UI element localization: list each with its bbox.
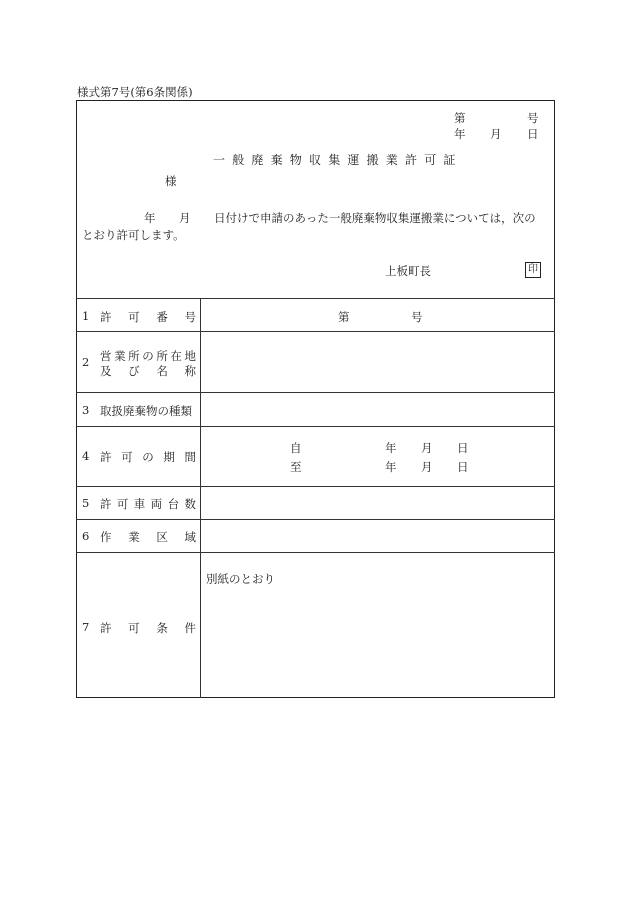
- period-to-year: 年: [385, 460, 397, 474]
- row-label-location-line1: 営 業 所 の 所 在 地: [100, 349, 196, 363]
- row-label-permit-period: 許 可 の 期 間: [100, 450, 196, 464]
- row-divider: [76, 392, 555, 393]
- permit-number-prefix: 第: [338, 310, 350, 324]
- table-top-border: [76, 298, 555, 299]
- row-divider: [76, 552, 555, 553]
- seal-mark: 印: [525, 262, 541, 278]
- permit-number-suffix: 号: [411, 310, 423, 324]
- addressee-suffix: 様: [165, 174, 177, 188]
- row-number: 6: [82, 529, 90, 543]
- cert-number-prefix: 第: [454, 111, 466, 125]
- body-text-line1: 日付けで申請のあった一般廃棄物収集運搬業については，次の: [214, 211, 536, 225]
- row-number: 5: [82, 496, 90, 510]
- application-year: 年: [144, 211, 156, 225]
- column-divider: [200, 298, 201, 698]
- row-divider: [76, 331, 555, 332]
- row-label-vehicle-count: 許 可 車 両 台 数: [100, 497, 196, 511]
- row-label-permit-conditions: 許 可 条 件: [100, 621, 196, 635]
- form-number-label: 様式第7号(第6条関係): [77, 85, 193, 99]
- issuer-name: 上板町長: [385, 264, 431, 278]
- row-divider: [76, 486, 555, 487]
- period-to-month: 月: [421, 460, 433, 474]
- period-from-year: 年: [385, 441, 397, 455]
- document-title: 一般廃棄物収集運搬業許可証: [213, 153, 463, 167]
- issue-year: 年: [454, 127, 466, 141]
- body-text-line2: とおり許可します。: [82, 228, 185, 242]
- row-label-permit-number: 許 可 番 号: [100, 310, 196, 324]
- cert-number-suffix: 号: [527, 111, 539, 125]
- row-divider: [76, 426, 555, 427]
- issue-month: 月: [490, 127, 502, 141]
- application-month: 月: [179, 211, 191, 225]
- issue-day: 日: [527, 127, 539, 141]
- period-to: 至: [290, 460, 302, 474]
- row-label-location-line2: 及 び 名 称: [100, 364, 196, 378]
- period-to-day: 日: [457, 460, 469, 474]
- row-label-work-area: 作 業 区 域: [100, 530, 196, 544]
- row-number: 7: [82, 620, 90, 634]
- row-number: 2: [82, 355, 90, 369]
- row-label-waste-type: 取扱廃棄物の種類: [100, 404, 192, 418]
- row-divider: [76, 519, 555, 520]
- certificate-frame: [76, 100, 555, 698]
- period-from-day: 日: [457, 441, 469, 455]
- period-from: 自: [290, 441, 302, 455]
- permit-conditions-value: 別紙のとおり: [206, 572, 275, 586]
- row-number: 1: [82, 309, 90, 323]
- row-number: 3: [82, 403, 90, 417]
- period-from-month: 月: [421, 441, 433, 455]
- row-number: 4: [82, 449, 90, 463]
